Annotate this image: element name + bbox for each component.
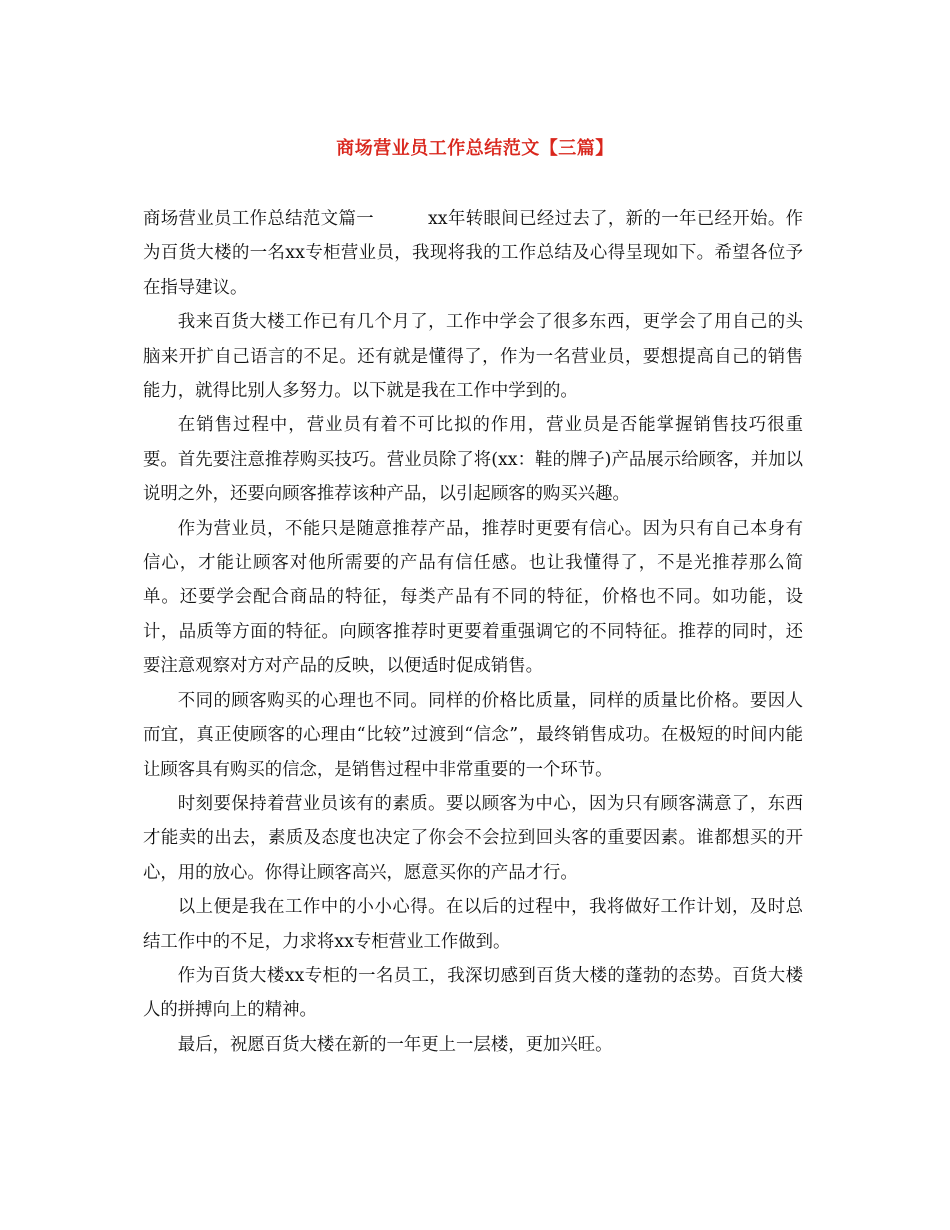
lead-label: 商场营业员工作总结范文篇一: [143, 209, 374, 229]
paragraph-6: 以上便是我在工作中的小小心得。在以后的过程中，我将做好工作计划，及时总结工作中的不足，力求将xx专柜营业工作做到。: [143, 897, 803, 952]
document-title: 商场营业员工作总结范文【三篇】: [336, 138, 614, 159]
paragraph-2: 在销售过程中，营业员有着不可比拟的作用，营业员是否能掌握销售技巧很重要。首先要注意推荐购买技巧。营业员除了将(xx：鞋的牌子)产品展示给顾客，并加以说明之外，还要向顾客推荐该种产品，以引起顾客的购买兴趣。: [143, 415, 803, 505]
paragraph-8: 最后，祝愿百货大楼在新的一年更上一层楼，更加兴旺。: [177, 1034, 613, 1055]
paragraph-1: 我来百货大楼工作已有几个月了，工作中学会了很多东西，更学会了用自己的头脑来开扩自己语言的不足。还有就是懂得了，作为一名营业员，要想提高自己的销售能力，就得比别人多努力。以下就是我在工作中学到的。: [143, 312, 803, 402]
paragraph-3: 作为营业员，不能只是随意推荐产品，推荐时更要有信心。因为只有自己本身有信心，才能让顾客对他所需要的产品有信任感。也让我懂得了，不是光推荐那么简单。还要学会配合商品的特征，每类产品有不同的特征，价格也不同。如功能，设计，品质等方面的特征。向顾客推荐时更要着重强调它的不同特征。推荐的同时，还要注意观察对方对产品的反映，以便适时促成销售。: [143, 518, 803, 677]
lead-text: xx年转眼间已经过去了，新的一年已经开始。作为百货大楼的一名xx专柜营业员，我现将我的工作总结及心得呈现如下。希望各位予在指导建议。: [143, 209, 803, 298]
lead-paragraph: [143, 202, 803, 305]
paragraph-4: 不同的顾客购买的心理也不同。同样的价格比质量，同样的质量比价格。要因人而宜，真正使顾客的心理由“比较”过渡到“信念”，最终销售成功。在极短的时间内能让顾客具有购买的信念，是销售过程中非常重要的一个环节。: [143, 690, 803, 780]
paragraph-7: 作为百货大楼xx专柜的一名员工，我深切感到百货大楼的蓬勃的态势。百货大楼人的拼搏向上的精神。: [143, 965, 803, 1021]
paragraph-5: 时刻要保持着营业员该有的素质。要以顾客为中心，因为只有顾客满意了，东西才能卖的出去，素质及态度也决定了你会不会拉到回头客的重要因素。谁都想买的开心，用的放心。你得让顾客高兴，愿意买你的产品才行。: [143, 793, 803, 883]
document-body: [143, 202, 803, 1062]
